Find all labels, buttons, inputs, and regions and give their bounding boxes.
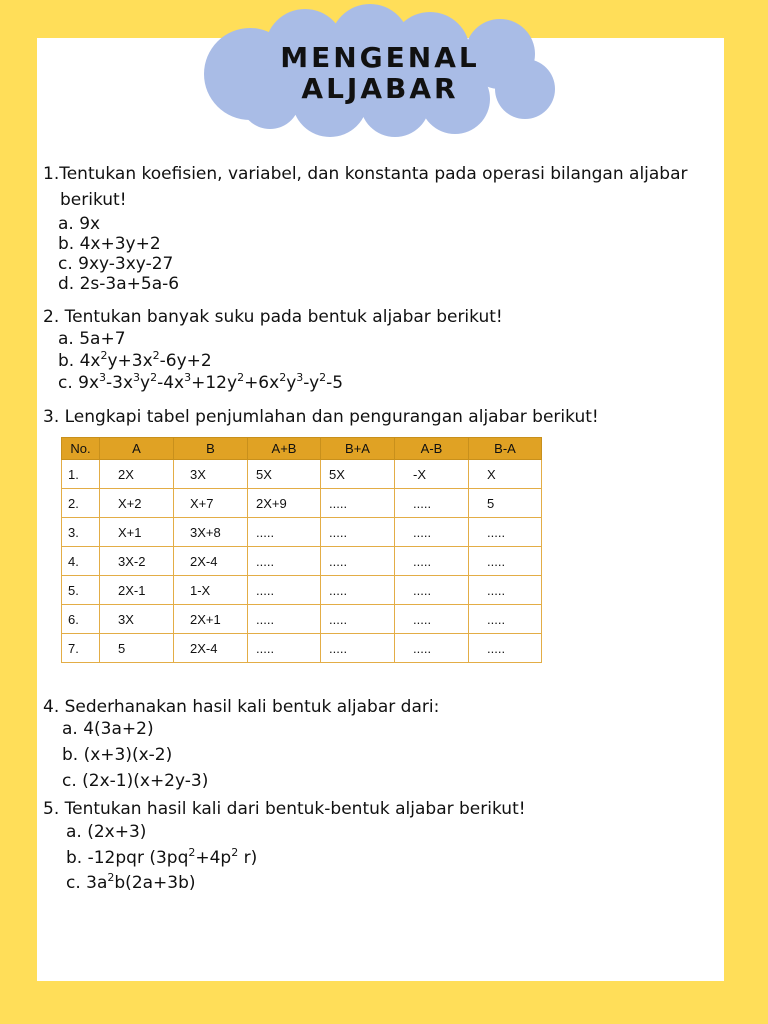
table-cell: ..... [248, 634, 321, 663]
table-cell: 5X [321, 460, 395, 489]
table-cell: 2X-1 [100, 576, 174, 605]
table-cell: ..... [395, 634, 469, 663]
table-cell: X+7 [174, 489, 248, 518]
header-no: No. [62, 438, 100, 460]
table-cell: ..... [248, 605, 321, 634]
table-cell: ..... [469, 518, 542, 547]
table-cell: 2X-4 [174, 547, 248, 576]
question-1-item-c: c. 9xy-3xy-27 [58, 254, 174, 274]
table-cell: 5 [469, 489, 542, 518]
table-header-row [62, 438, 542, 460]
table-cell: ..... [395, 489, 469, 518]
table-cell: X [469, 460, 542, 489]
table-cell: ..... [469, 576, 542, 605]
question-1-item-a: a. 9x [58, 214, 101, 234]
question-1: 1.Tentukan koefisien, variabel, dan konstanta pada operasi bilangan aljabar [43, 164, 688, 184]
page-title [240, 42, 520, 104]
question-5-item-c: c. $3a^2b(2a+3b)$ [66, 871, 196, 893]
question-2-item-b: b. $4x^2y+3x^2-6y+2$ [58, 349, 212, 371]
question-5-item-b: b. -12pqr ($3pq^2+4p^2$ r) [66, 846, 258, 868]
table-cell: ..... [248, 576, 321, 605]
table-cell: X+2 [100, 489, 174, 518]
question-2-item-a: a. 5a+7 [58, 329, 126, 349]
table-cell: 2X+1 [174, 605, 248, 634]
table-cell: 3. [62, 518, 100, 547]
table-cell: -X [395, 460, 469, 489]
header-b-plus-a: B+A [321, 438, 395, 460]
table-cell: ..... [469, 605, 542, 634]
table-cell: ..... [469, 634, 542, 663]
table-cell: ..... [248, 518, 321, 547]
table-cell: ..... [248, 547, 321, 576]
table-cell: 3X+8 [174, 518, 248, 547]
header-a-minus-b: A-B [395, 438, 469, 460]
table-cell: ..... [321, 605, 395, 634]
table-cell: 2. [62, 489, 100, 518]
question-5-item-a: a. (2x+3) [66, 822, 147, 842]
table-cell: ..... [395, 547, 469, 576]
table-cell: 3X-2 [100, 547, 174, 576]
table-cell: 3X [174, 460, 248, 489]
table-cell: 1-X [174, 576, 248, 605]
table-row [62, 634, 542, 663]
question-4: 4. Sederhanakan hasil kali bentuk aljabar dari: [43, 697, 440, 717]
question-2: 2. Tentukan banyak suku pada bentuk aljabar berikut! [43, 307, 503, 327]
table-cell: 3X [100, 605, 174, 634]
question-1-item-b: b. 4x+3y+2 [58, 234, 161, 254]
table-cell: ..... [321, 576, 395, 605]
question-2-item-c: c. $9x^3-3x^3y^2-4x^3+12y^2+6x^2y^3-y^2-5$ [58, 371, 344, 393]
table-cell: 6. [62, 605, 100, 634]
question-4-item-a: a. 4(3a+2) [62, 719, 154, 739]
table-row [62, 518, 542, 547]
table-cell: ..... [321, 634, 395, 663]
header-b-minus-a: B-A [469, 438, 542, 460]
table-cell: 2X+9 [248, 489, 321, 518]
table-cell: ..... [395, 576, 469, 605]
header-a: A [100, 438, 174, 460]
table-cell: ..... [321, 518, 395, 547]
title-line-1: MENGENAL [280, 41, 480, 74]
table-cell: 2X-4 [174, 634, 248, 663]
header-a-plus-b: A+B [248, 438, 321, 460]
question-1-continued: berikut! [60, 190, 127, 210]
question-5: 5. Tentukan hasil kali dari bentuk-bentuk aljabar berikut! [43, 799, 526, 819]
table-cell: 5 [100, 634, 174, 663]
table-cell: 7. [62, 634, 100, 663]
table-cell: 5. [62, 576, 100, 605]
table-row [62, 489, 542, 518]
table-cell: ..... [321, 547, 395, 576]
table-row [62, 547, 542, 576]
table-row [62, 576, 542, 605]
table-row [62, 460, 542, 489]
table-cell: ..... [395, 518, 469, 547]
question-3: 3. Lengkapi tabel penjumlahan dan pengurangan aljabar berikut! [43, 407, 599, 427]
header-b: B [174, 438, 248, 460]
table-cell: ..... [469, 547, 542, 576]
question-4-item-b: b. (x+3)(x-2) [62, 745, 173, 765]
question-1-item-d: d. 2s-3a+5a-6 [58, 274, 180, 294]
title-line-2: ALJABAR [301, 72, 459, 105]
table-cell: 4. [62, 547, 100, 576]
table-cell: ..... [395, 605, 469, 634]
table-cell: 1. [62, 460, 100, 489]
table-cell: X+1 [100, 518, 174, 547]
algebra-table [61, 437, 542, 663]
table-cell: ..... [321, 489, 395, 518]
table-cell: 5X [248, 460, 321, 489]
question-4-item-c: c. (2x-1)(x+2y-3) [62, 771, 209, 791]
table-cell: 2X [100, 460, 174, 489]
table-row [62, 605, 542, 634]
